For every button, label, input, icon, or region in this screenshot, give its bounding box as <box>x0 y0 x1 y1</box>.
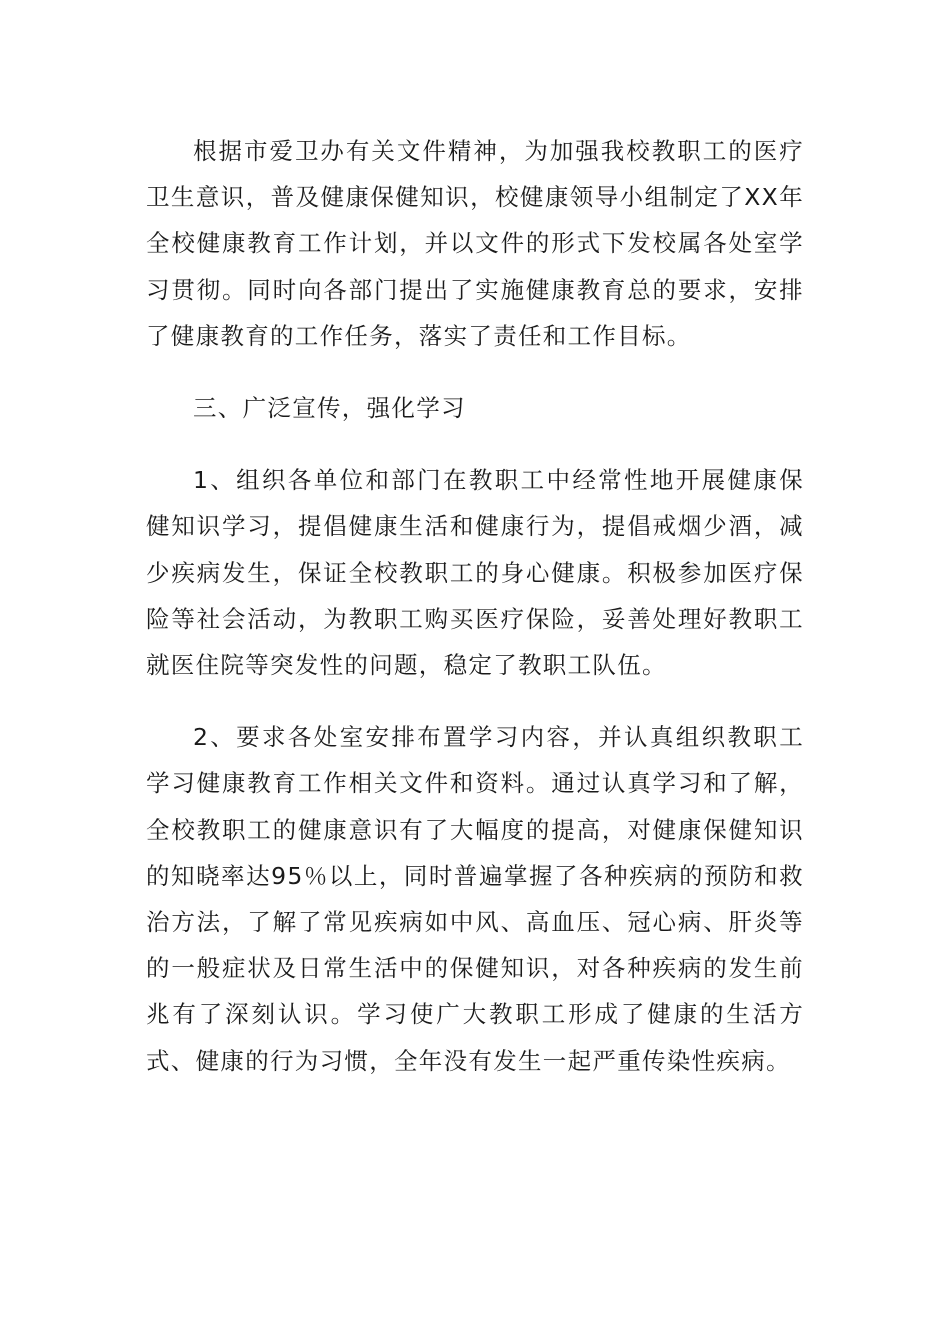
paragraph-item-2: 2、要求各处室安排布置学习内容，并认真组织教职工学习健康教育工作相关文件和资料。通过认真学习和了解，全校教职工的健康意识有了大幅度的提高，对健康保健知识的知晓率达95％以上，同时普遍掌握了各种疾病的预防和救治方法，了解了常见疾病如中风、高血压、冠心病、肝炎等的一般症状及日常生活中的保健知识，对各种疾病的发生前兆有了深刻认识。学习使广大教职工形成了健康的生活方式、健康的行为习惯，全年没有发生一起严重传染性疾病。 <box>146 723 804 1075</box>
paragraph-intro: 根据市爱卫办有关文件精神，为加强我校教职工的医疗卫生意识，普及健康保健知识，校健康领导小组制定了XX年全校健康教育工作计划，并以文件的形式下发校属各处室学习贯彻。同时向各部门提出了实施健康教育总的要求，安排了健康教育的工作任务，落实了责任和工作目标。 <box>146 137 804 350</box>
section-heading: 三、广泛宣传，强化学习 <box>193 394 466 423</box>
paragraph-item-1: 1、组织各单位和部门在教职工中经常性地开展健康保健知识学习，提倡健康生活和健康行为，提倡戒烟少酒，减少疾病发生，保证全校教职工的身心健康。积极参加医疗保险等社会活动，为教职工购买医疗保险，妥善处理好教职工就医住院等突发性的问题，稳定了教职工队伍。 <box>146 466 804 680</box>
document-body <box>146 128 804 1084</box>
